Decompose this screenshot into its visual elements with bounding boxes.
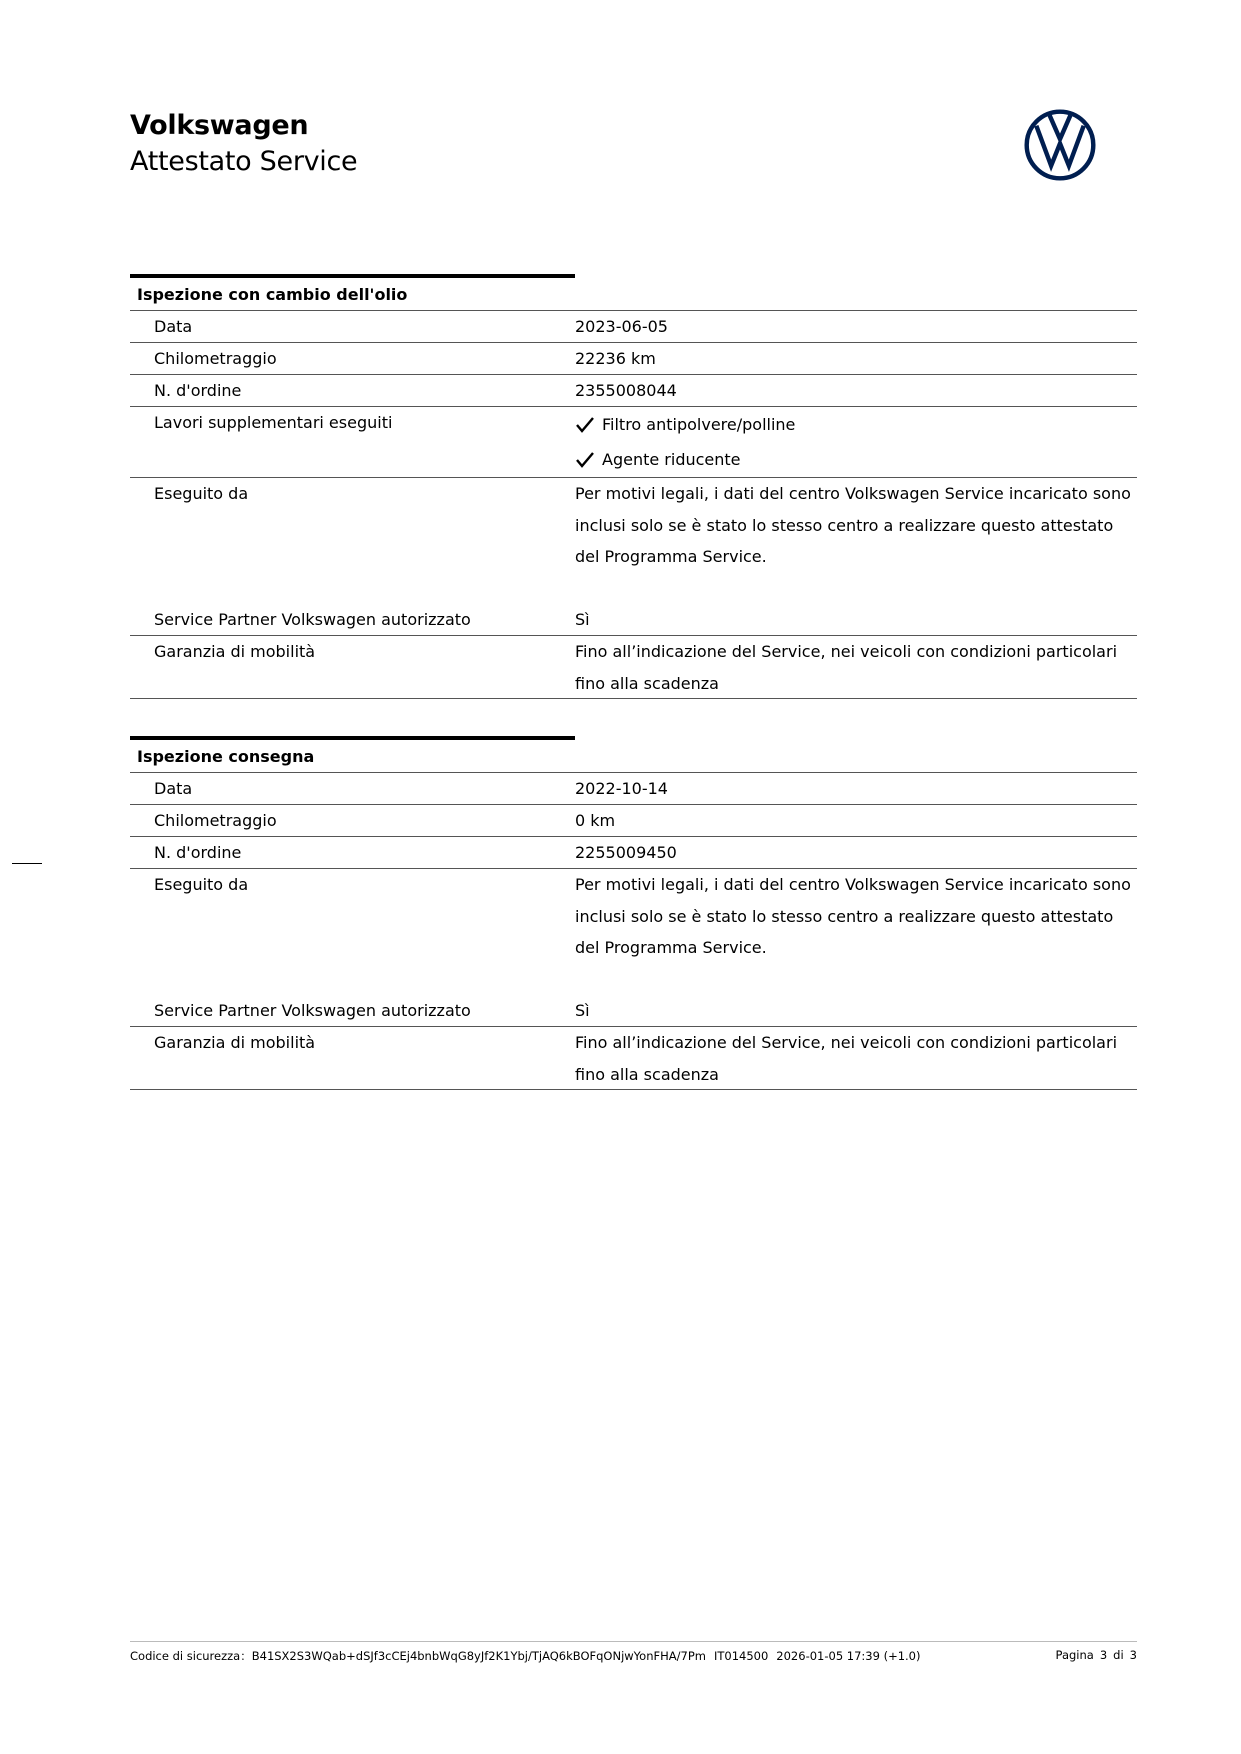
brand-name: Volkswagen [130,110,309,141]
row-value: Fino all’indicazione del Service, nei veicoli con condizioni particolari fino alla scadenza [575,642,1118,693]
list-item [575,442,1137,477]
row-label: Service Partner Volkswagen autorizzato [154,610,471,629]
checkmark-icon [575,450,595,470]
row-value: Sì [575,610,590,629]
section-oil-inspection [130,274,1137,699]
page-of: di [1113,1648,1124,1662]
row-value: 2022-10-14 [575,779,668,798]
row-value: 0 km [575,811,616,830]
row-label: Garanzia di mobilità [154,1033,316,1052]
row-label: Garanzia di mobilità [154,642,316,661]
extra-work-item: Filtro antipolvere/polline [602,414,796,434]
row-label: Chilometraggio [154,811,277,830]
row-authorized-partner [130,995,1137,1027]
row-label: Data [154,317,193,336]
page-total: 3 [1129,1648,1137,1662]
row-value: 2255009450 [575,843,677,862]
page-number [1050,1648,1137,1662]
document-title: Attestato Service [130,146,358,177]
row-value: Fino all’indicazione del Service, nei veicoli con condizioni particolari fino alla scadenza [575,1033,1118,1084]
row-mileage [130,343,1137,375]
row-value: Per motivi legali, i dati del centro Volkswagen Service incaricato sono inclusi solo se è stato lo stesso centro a realizzare questo attestato del Programma Service. [575,484,1131,566]
section-title: Ispezione consegna [130,740,1137,773]
section-delivery-inspection [130,736,1137,1090]
extra-work-item: Agente riducente [602,449,741,469]
security-code: B41SX2S3WQab+dSJf3cCEj4bnbWqG8yJf2K1Ybj/TjAQ6kBOFqONjwYonFHA/7Pm [251,1649,706,1663]
row-mobility-warranty [130,1027,1137,1090]
footer-divider [130,1641,1137,1642]
row-label: Eseguito da [154,484,249,503]
row-value: 2355008044 [575,381,677,400]
row-label: Eseguito da [154,875,249,894]
row-performed-by [130,478,1137,604]
dealer-code: IT014500 [713,1649,769,1663]
vw-logo-icon [1023,108,1097,182]
row-date [130,311,1137,343]
row-label: Service Partner Volkswagen autorizzato [154,1001,471,1020]
extra-work-list [575,407,1137,477]
security-code-label: Codice di sicurezza： [130,1649,252,1663]
checkmark-icon [575,415,595,435]
row-authorized-partner [130,604,1137,636]
row-value: 2023-06-05 [575,317,668,336]
page-label: Pagina [1055,1648,1094,1662]
row-order-number [130,375,1137,407]
row-label: Chilometraggio [154,349,277,368]
row-performed-by [130,869,1137,995]
fold-mark [12,863,42,864]
list-item [575,407,1137,442]
print-timestamp: 2026-01-05 17:39 (+1.0) [776,1649,921,1663]
row-extra-work [130,407,1137,478]
row-value: Sì [575,1001,590,1020]
row-label: N. d'ordine [154,843,242,862]
row-value: 22236 km [575,349,656,368]
row-value: Per motivi legali, i dati del centro Volkswagen Service incaricato sono inclusi solo se è stato lo stesso centro a realizzare questo attestato del Programma Service. [575,875,1131,957]
row-date [130,773,1137,805]
row-label: Data [154,779,193,798]
row-order-number [130,837,1137,869]
row-mobility-warranty [130,636,1137,699]
page-current: 3 [1099,1648,1108,1662]
row-label: Lavori supplementari eseguiti [154,413,393,432]
row-label: N. d'ordine [154,381,242,400]
footer-security-info [130,1648,928,1664]
row-mileage [130,805,1137,837]
section-title: Ispezione con cambio dell'olio [130,278,1137,311]
